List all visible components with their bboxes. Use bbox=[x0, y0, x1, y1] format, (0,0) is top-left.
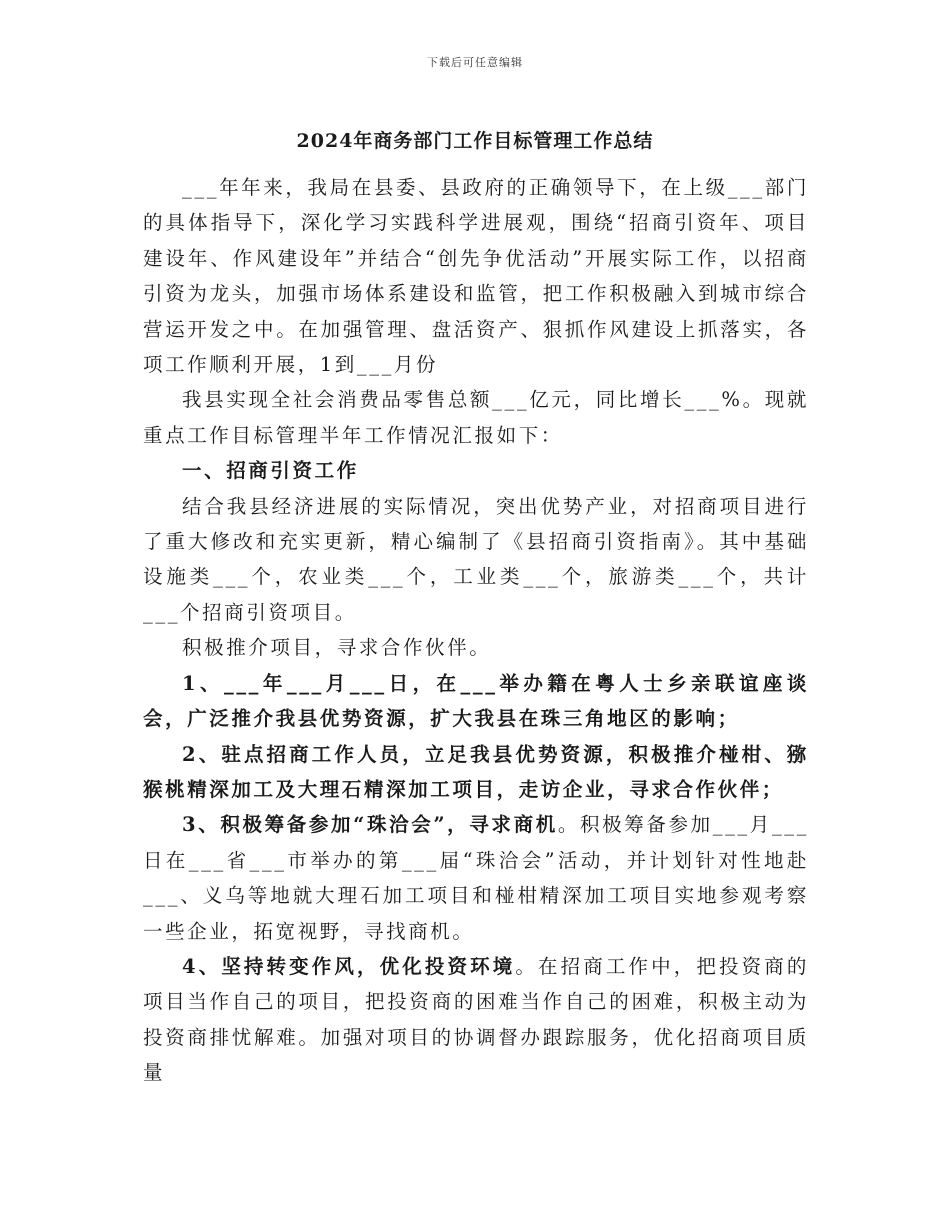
list-item-3-text: 。积极筹备参加___月___日在___省___市举办的第___届“珠洽会”活动，并计划针对性地赴___、义乌等地就大理石加工项目和椪柑精深加工项目实地参观考察一些企业，拓宽视野，寻找商机。 bbox=[143, 813, 809, 943]
paragraph-promote-projects: 积极推介项目，寻求合作伙伴。 bbox=[182, 636, 492, 660]
header-note: 下载后可任意编辑 bbox=[427, 56, 523, 69]
list-item-2: 2、驻点招商工作人员，立足我县优势资源，积极推介椪柑、猕猴桃精深加工及大理石精深加工项目，走访企业，寻求合作伙伴； bbox=[143, 742, 809, 801]
list-item-4-text: 。在招商工作中，把投资商的项目当作自己的项目，把投资商的困难当作自己的困难，积极主动为投资商排忧解难。加强对项目的协调督办跟踪服务，优化招商项目质量 bbox=[143, 954, 809, 1085]
list-item-4-lead: 4、坚持转变作风，优化投资环境 bbox=[182, 954, 516, 978]
list-item-1: 1、___年___月___日，在___举办籍在粤人士乡亲联谊座谈会，广泛推介我县优势资源，扩大我县在珠三角地区的影响； bbox=[143, 671, 809, 731]
paragraph-sales-total: 我县实现全社会消费品零售总额___亿元，同比增长___%。现就重点工作目标管理半年工作情况汇报如下： bbox=[143, 388, 809, 447]
document-title: 2024年商务部门工作目标管理工作总结 bbox=[296, 130, 654, 152]
document-body bbox=[143, 170, 809, 1091]
paragraph-investment-guide: 结合我县经济进展的实际情况，突出优势产业，对招商项目进行了重大修改和充实更新，精心编制了《县招商引资指南》。其中基础设施类___个，农业类___个，工业类___个，旅游类___个，共计___个招商引资项目。 bbox=[143, 494, 809, 624]
section-heading-investment: 一、招商引资工作 bbox=[182, 459, 359, 483]
paragraph-intro: ___年年来，我局在县委、县政府的正确领导下，在上级___部门的具体指导下，深化学习实践科学进展观，围绕“招商引资年、项目建设年、作风建设年”并结合“创先争优活动”开展实际工作，以招商引资为龙头，加强市场体系建设和监管，把工作积极融入到城市综合营运开发之中。在加强管理、盘活资产、狠抓作风建设上抓落实，各项工作顺利开展，1到___月份 bbox=[143, 176, 809, 377]
list-item-4 bbox=[143, 949, 809, 1091]
list-item-3-lead: 3、积极筹备参加“珠洽会”，寻求商机 bbox=[182, 813, 558, 837]
list-item-3 bbox=[143, 807, 809, 949]
